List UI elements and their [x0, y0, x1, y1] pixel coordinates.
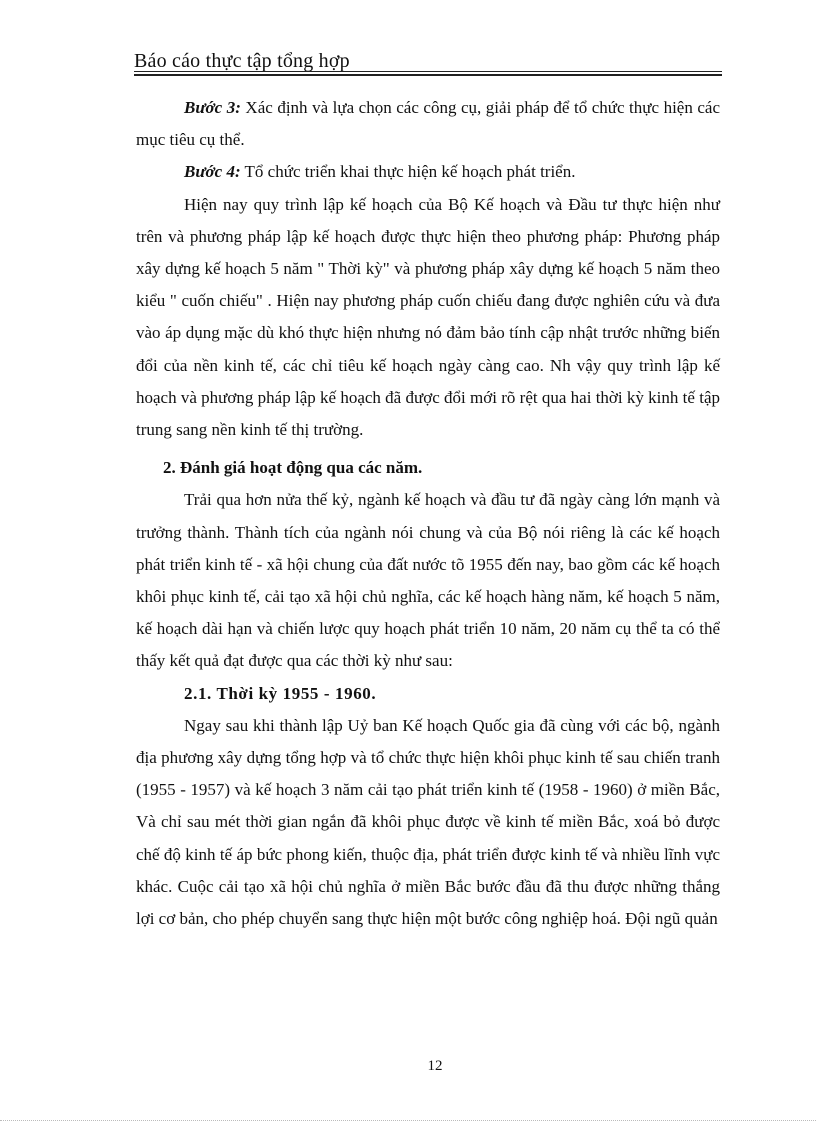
page-bottom-border [0, 1120, 816, 1121]
achievements-paragraph: Trải qua hơn nửa thế kỷ, ngành kế hoạch và đầu tư đã ngày càng lớn mạnh và trưởng thành. Thành tích của ngành nói chung và của Bộ nói riêng là các kế hoạch phát triển kinh tế - xã hội chung của đất nước tõ 1955 đến nay, bao gồm các kế hoạch khôi phục kinh tế, cải tạo xã hội chủ nghĩa, các kế hoạch hàng năm, kế hoạch 5 năm, kế hoạch dài hạn và chiến lược quy hoạch phát triển 10 năm, 20 năm cụ thể ta có thể thấy kết quả đạt được qua các thời kỳ như sau: [136, 490, 720, 671]
section-heading-2-1: 2.1. Thời kỳ 1955 - 1960. [184, 683, 377, 703]
step-4-label: Bước 4: [184, 162, 241, 182]
section-heading-2: 2. Đánh giá hoạt động qua các năm. [163, 458, 423, 478]
step-3-paragraph [136, 92, 720, 156]
page-number: 12 [427, 1058, 443, 1074]
step-3-text: Xác định và lựa chọn các công cụ, giải pháp để tổ chức thực hiện các mục tiêu cụ thể. [136, 98, 720, 150]
header-rule-thin [134, 71, 722, 72]
planning-method-paragraph: Hiện nay quy trình lập kế hoạch của Bộ Kế hoạch và Đầu tư thực hiện như trên và phương pháp lập kế hoạch được thực hiện theo phương pháp: Phương pháp xây dựng kế hoạch 5 năm " Thời kỳ" và phương pháp xây dựng kế hoạch 5 năm theo kiểu " cuốn chiếu" . Hiện nay phương pháp cuốn chiếu đang được nghiên cứu và đưa vào áp dụng mặc dù khó thực hiện nhưng nó đảm bảo tính cập nhật trước những biến đổi của nền kinh tế, các chỉ tiêu kế hoạch ngày càng cao. Nh vậy quy trình lập kế hoạch và phương pháp lập kế hoạch đã được đổi mới rõ rệt qua hai thời kỳ kinh tế tập trung sang nền kinh tế thị trường. [136, 194, 720, 440]
period-1955-1960-paragraph: Ngay sau khi thành lập Uỷ ban Kế hoạch Quốc gia đã cùng với các bộ, ngành địa phương xây dựng tổng hợp và tổ chức thực hiện khôi phục kinh tế sau chiến tranh (1955 - 1957) và kế hoạch 3 năm cải tạo phát triển kinh tế (1958 - 1960) ở miền Bắc, Và chỉ sau mét thời gian ngắn đã khôi phục được về kinh tế miền Bắc, xoá bỏ được chế độ kinh tế áp bức phong kiến, thuộc địa, phát triển được kinh tế và nhiều lĩnh vực khác. Cuộc cải tạo xã hội chủ nghĩa ở miền Bắc bước đầu đã thu được những thắng lợi cơ bản, cho phép chuyển sang thực hiện một bước công nghiệp hoá. Đội ngũ quản [136, 715, 720, 929]
header-title: Báo cáo thực tập tổng hợp [134, 50, 350, 72]
step-4-paragraph [136, 156, 720, 188]
step-4-text: Tổ chức triển khai thực hiện kế hoạch phát triển. [240, 162, 576, 182]
page-body [136, 92, 720, 935]
step-3-label: Bước 3: [184, 98, 241, 117]
header-rule-thick [134, 74, 722, 76]
